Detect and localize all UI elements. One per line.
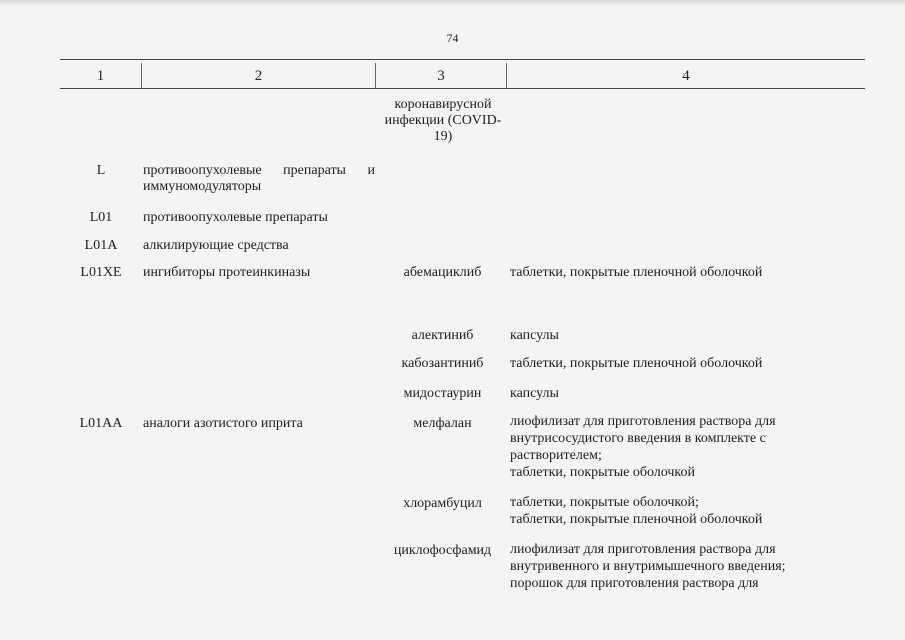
dosage-form-line: таблетки, покрытые оболочкой	[510, 465, 696, 480]
dosage-form-line: таблетки, покрытые пленочной оболочкой	[510, 512, 763, 527]
atc-group: противоопухолевые препараты и иммуномодуляторы	[143, 163, 375, 194]
dosage-form-line: внутривенного и внутримышечного введения;	[510, 559, 786, 574]
atc-group: алкилирующие средства	[143, 238, 289, 253]
dosage-form-line: растворителем;	[510, 448, 602, 463]
atc-code: L	[96, 163, 106, 178]
atc-group: ингибиторы протеинкиназы	[143, 265, 311, 280]
drug-name: мелфалан	[413, 416, 472, 431]
header-bottom-border	[60, 88, 865, 89]
drug-name: алектиниб	[411, 328, 474, 343]
column-header-3: 3	[437, 68, 445, 84]
scan-edge	[0, 0, 905, 6]
dosage-form-line: внутрисосудистого введения в комплекте с	[510, 431, 766, 446]
atc-code: L01XE	[80, 265, 122, 280]
column-header-4: 4	[682, 68, 690, 84]
drug-name: абемациклиб	[403, 265, 482, 280]
column-header-2: 2	[254, 68, 263, 84]
atc-code: L01A	[84, 238, 118, 253]
dosage-form: таблетки, покрытые пленочной оболочкой	[510, 265, 763, 280]
dosage-form: таблетки, покрытые пленочной оболочкой	[510, 356, 763, 371]
page-number: 74	[446, 31, 459, 45]
drug-name-continuation: коронавирусной инфекции (COVID-19)	[384, 97, 502, 144]
drug-name: хлорамбуцил	[403, 496, 482, 511]
atc-group: аналоги азотистого иприта	[143, 416, 303, 431]
atc-code: L01	[89, 210, 113, 225]
drug-name: мидостаурин	[403, 386, 482, 401]
drug-name: циклофосфамид	[393, 543, 492, 558]
dosage-form-line: лиофилизат для приготовления раствора для	[510, 414, 776, 429]
dosage-form-line: порошок для приготовления раствора для	[510, 576, 759, 591]
dosage-form-line: таблетки, покрытые оболочкой;	[510, 495, 699, 510]
table-top-border	[60, 59, 865, 60]
atc-group: противоопухолевые препараты	[143, 210, 328, 225]
drug-name: кабозантиниб	[401, 356, 484, 371]
dosage-form: капсулы	[510, 386, 559, 401]
atc-code: L01AA	[79, 416, 123, 431]
dosage-form: капсулы	[510, 328, 559, 343]
dosage-form-line: лиофилизат для приготовления раствора для	[510, 542, 776, 557]
column-header-1: 1	[96, 68, 105, 84]
